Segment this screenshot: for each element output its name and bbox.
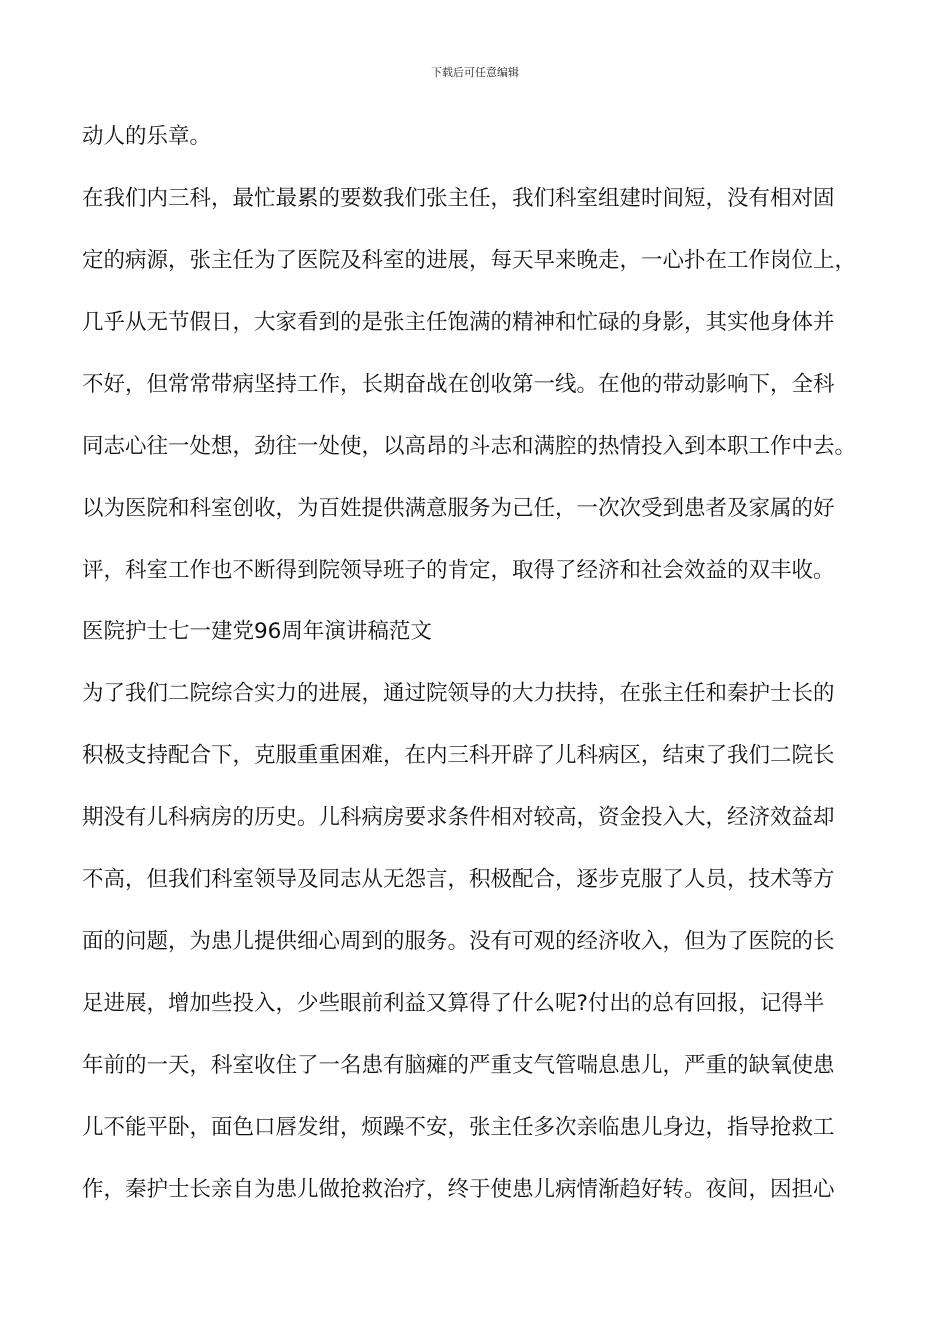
body-line: 期没有儿科病房的历史。儿科病房要求条件相对较高，资金投入大，经济效益却 <box>82 805 835 830</box>
body-line: 为了我们二院综合实力的进展，通过院领导的大力扶持，在张主任和秦护士长的 <box>82 681 835 706</box>
body-line: 不高，但我们科室领导及同志从无怨言，积极配合，逐步克服了人员，技术等方 <box>82 867 835 892</box>
body-line: 以为医院和科室创收，为百姓提供满意服务为己任，一次次受到患者及家属的好 <box>82 496 835 521</box>
section-title: 医院护士七一建党96周年演讲稿范文 <box>82 619 432 644</box>
body-line: 儿不能平卧，面色口唇发绀，烦躁不安，张主任多次亲临患儿身边，指导抢救工 <box>82 1115 835 1140</box>
body-line: 面的问题，为患儿提供细心周到的服务。没有可观的经济收入，但为了医院的长 <box>82 929 835 954</box>
body-line: 动人的乐章。 <box>82 124 212 149</box>
body-line: 年前的一天，科室收住了一名患有脑瘫的严重支气管喘息患儿，严重的缺氧使患 <box>82 1053 835 1078</box>
page-header: 下载后可任意编辑 <box>431 66 519 79</box>
body-line: 几乎从无节假日，大家看到的是张主任饱满的精神和忙碌的身影，其实他身体并 <box>82 310 835 335</box>
body-line: 评，科室工作也不断得到院领导班子的肯定，取得了经济和社会效益的双丰收。 <box>82 558 835 583</box>
body-line: 同志心往一处想，劲往一处使，以高昂的斗志和满腔的热情投入到本职工作中去。 <box>82 434 857 459</box>
body-line: 不好，但常常带病坚持工作，长期奋战在创收第一线。在他的带动影响下，全科 <box>82 372 835 397</box>
body-line: 在我们内三科，最忙最累的要数我们张主任，我们科室组建时间短，没有相对固 <box>82 186 835 211</box>
body-line: 作，秦护士长亲自为患儿做抢救治疗，终于使患儿病情渐趋好转。夜间，因担心 <box>82 1177 835 1202</box>
body-line: 定的病源，张主任为了医院及科室的进展，每天早来晚走，一心扑在工作岗位上， <box>82 248 857 273</box>
body-line: 积极支持配合下，克服重重困难，在内三科开辟了儿科病区，结束了我们二院长 <box>82 743 835 768</box>
body-line: 足进展，增加些投入，少些眼前利益又算得了什么呢?付出的总有回报，记得半 <box>82 991 825 1016</box>
